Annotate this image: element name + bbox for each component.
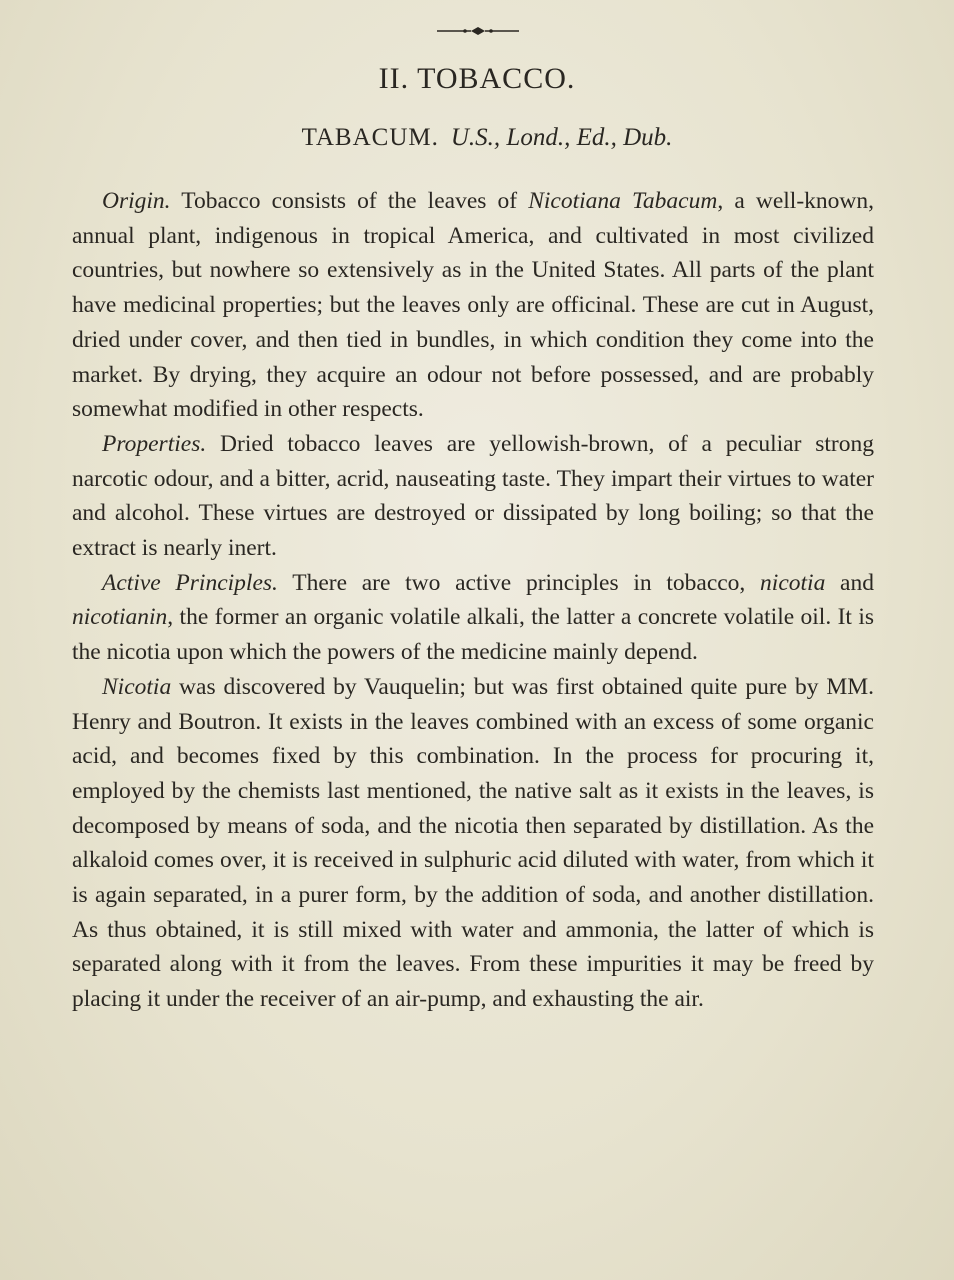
- paragraph-properties: [72, 427, 874, 566]
- paragraph-text: and: [825, 569, 874, 596]
- paragraph-heading: Nicotia: [102, 673, 172, 700]
- paragraph-origin: [72, 184, 874, 427]
- subtitle-latin-name: TABACUM.: [301, 124, 439, 151]
- section-subtitle: [0, 124, 954, 152]
- italic-term: nicotianin: [72, 604, 168, 631]
- printer-ornament-icon: [435, 24, 521, 38]
- paragraph-heading: Active Principles.: [102, 569, 278, 596]
- paragraph-text: was discovered by Vauquelin; but was first obtained quite pure by MM. Henry and Boutron. It exists in the leaves combined with an excess of some organic acid, and becomes fixed by this combination. In the process for procuring it, employed by the chemists last mentioned, the native salt as it exists in the leaves, is decomposed by means of soda, and the nicotia then separated by distillation. As the alkaloid comes over, it is received in sulphuric acid diluted with water, from which it is again separated, in a purer form, by the addition of soda, and another distillation. As thus obtained, it is still mixed with water and ammonia, the latter of which is separated along with it from the leaves. From these impurities it may be freed by placing it under the receiver of an air-pump, and exhausting the air.: [72, 673, 874, 1013]
- paragraph-active-principles: [72, 566, 874, 670]
- paragraph-heading: Origin.: [102, 188, 171, 214]
- paragraph-nicotia: [72, 670, 874, 1017]
- paragraph-text: Tobacco consists of the leaves of: [170, 188, 529, 214]
- paragraph-text: , a well-known, annual plant, indigenous in tropical America, and cultivated in most civilized countries, but nowhere so extensively as in the United States. All parts of the plant have medicinal properties; but the leaves only are officinal. These are cut in August, dried under cover, and then tied in bundles, in which condition they come into the market. By drying, they acquire an odour not before possessed, and are probably somewhat modified in other respects.: [72, 188, 874, 423]
- paragraph-text: , the former an organic volatile alkali, the latter a concrete volatile oil. It is the nicotia upon which the powers of the medicine mainly depend.: [72, 604, 874, 666]
- italic-term: nicotia: [760, 569, 826, 596]
- chapter-title: II. TOBACCO.: [378, 62, 576, 95]
- paragraph-text: Dried tobacco leaves are yellowish-brown, of a peculiar strong narcotic odour, and a bitter, acrid, nauseating taste. They impart their virtues to water and alcohol. These virtues are destroyed or dissipated by long boiling; so that the extract is nearly inert.: [72, 430, 874, 562]
- italic-term: Nicotiana Tabacum: [528, 188, 718, 214]
- paragraph-heading: Properties.: [102, 430, 207, 457]
- subtitle-pharmacopoeias: U.S., Lond., Ed., Dub.: [450, 124, 673, 151]
- body-text: [72, 184, 874, 1017]
- paragraph-text: There are two active principles in tobacco,: [277, 569, 761, 596]
